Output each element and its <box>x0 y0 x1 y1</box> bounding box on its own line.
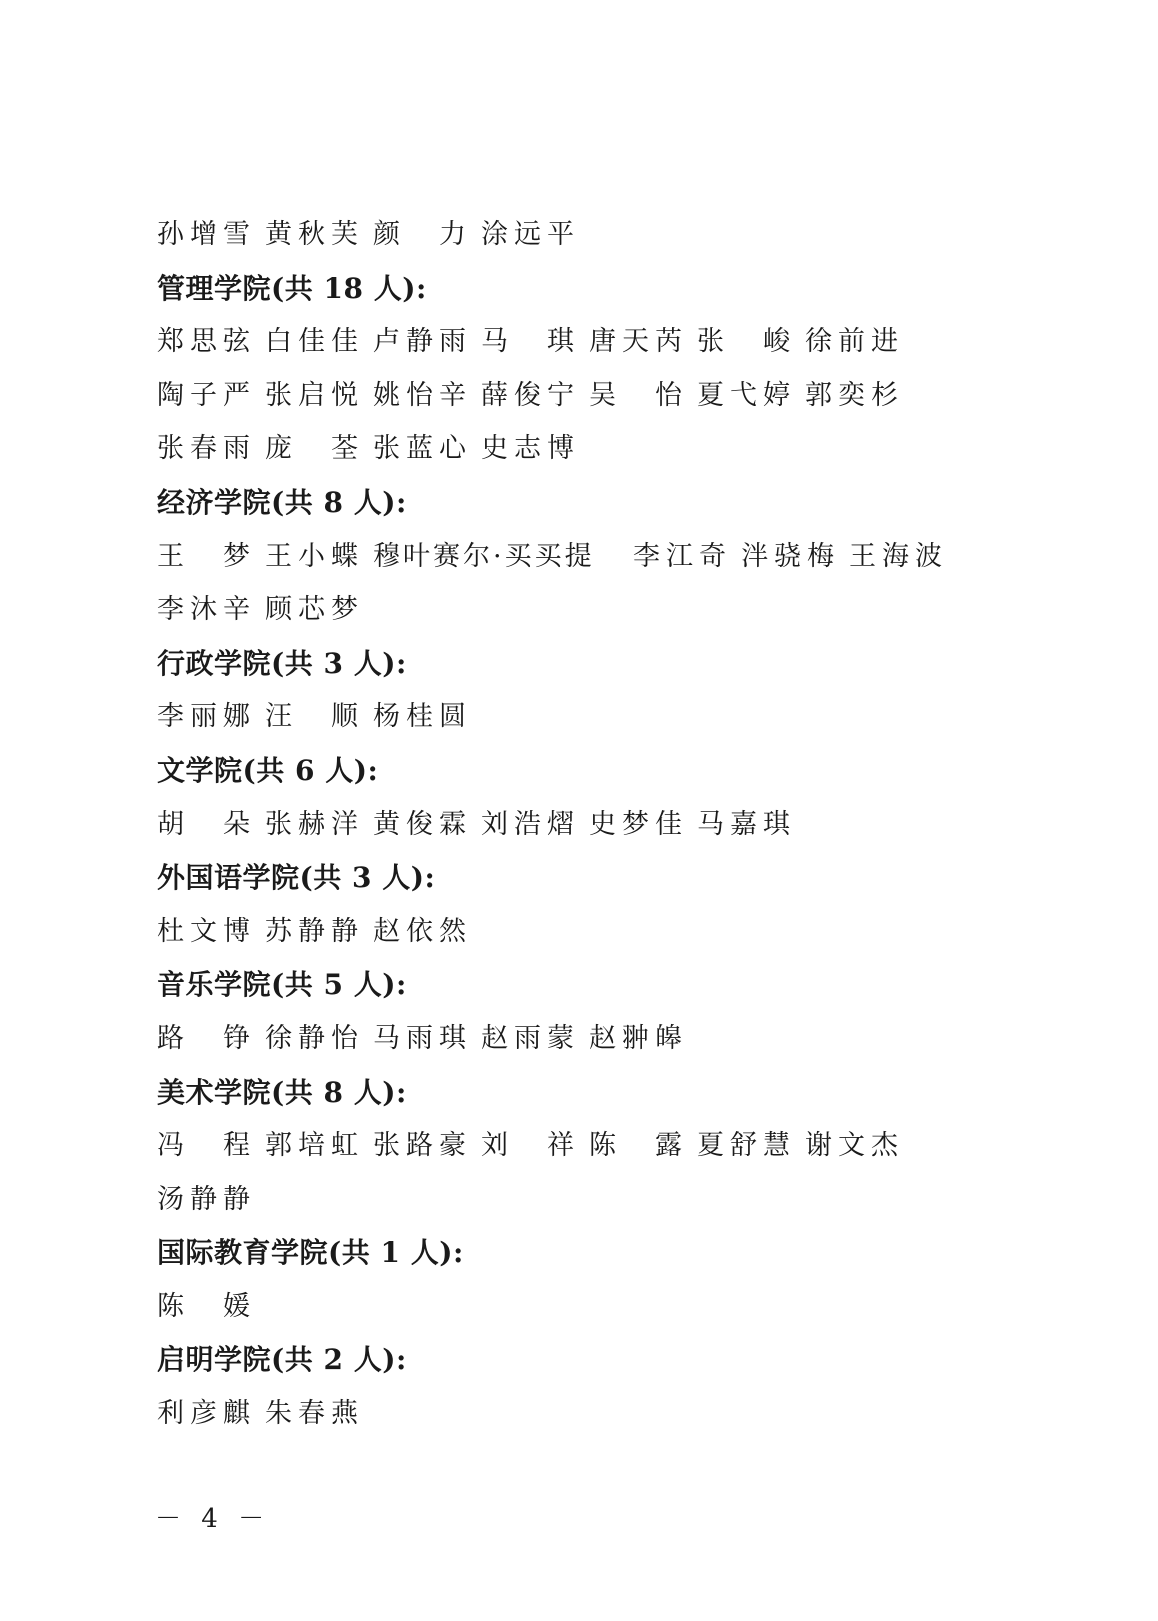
person-name: 郭培虹 <box>265 1130 364 1162</box>
person-name: 张 峻 <box>697 326 796 358</box>
continuation-name-row <box>157 208 1017 262</box>
person-name: 卢静雨 <box>373 326 472 358</box>
person-name: 陶子严 <box>157 379 256 411</box>
person-name: 白佳佳 <box>265 326 364 358</box>
person-name: 路 铮 <box>157 1022 256 1054</box>
person-name: 胡 朵 <box>157 808 256 840</box>
person-name: 穆叶赛尔·买买提 <box>373 540 595 572</box>
name-row <box>157 1173 1017 1227</box>
person-name: 马雨琪 <box>373 1022 472 1054</box>
person-name: 徐前进 <box>805 326 904 358</box>
person-name: 李沐辛 <box>157 594 256 626</box>
name-row <box>157 422 1017 476</box>
person-name: 史梦佳 <box>589 808 688 840</box>
person-name: 汪 顺 <box>265 701 364 733</box>
person-name: 泮骁梅 <box>741 540 840 572</box>
person-name: 郭奕杉 <box>805 379 904 411</box>
person-name: 杜文博 <box>157 915 256 947</box>
person-name: 王 梦 <box>157 540 256 572</box>
college-heading: 音乐学院(共 5 人): <box>157 968 407 1002</box>
person-name: 陈 露 <box>589 1130 688 1162</box>
person-name: 赵翀皞 <box>589 1022 688 1054</box>
person-name: 汤静静 <box>157 1183 256 1215</box>
person-name: 唐天芮 <box>589 326 688 358</box>
college-heading: 外国语学院(共 3 人): <box>157 861 436 895</box>
person-name: 马 琪 <box>481 326 580 358</box>
person-name: 刘浩熠 <box>481 808 580 840</box>
name-row <box>157 905 1017 959</box>
college-heading: 启明学院(共 2 人): <box>157 1343 407 1377</box>
college-heading: 管理学院(共 18 人): <box>157 271 427 305</box>
person-name: 庞 荃 <box>265 433 364 465</box>
person-name: 颜 力 <box>373 219 472 250</box>
person-name: 刘 祥 <box>481 1130 580 1162</box>
person-name: 孙增雪 <box>157 219 256 250</box>
name-row <box>157 1119 1017 1173</box>
person-name: 吴 怡 <box>589 379 688 411</box>
person-name: 张春雨 <box>157 433 256 465</box>
name-row <box>157 530 1017 584</box>
person-name: 冯 程 <box>157 1130 256 1162</box>
name-row <box>157 1280 1017 1334</box>
person-name: 王海波 <box>849 540 948 572</box>
person-name: 姚怡辛 <box>373 379 472 411</box>
college-heading: 文学院(共 6 人): <box>157 753 379 787</box>
person-name: 张路豪 <box>373 1130 472 1162</box>
name-row <box>157 690 1017 744</box>
person-name: 张启悦 <box>265 379 364 411</box>
person-name: 郑思弦 <box>157 326 256 358</box>
person-name: 张赫洋 <box>265 808 364 840</box>
person-name: 夏舒慧 <box>697 1130 796 1162</box>
college-heading: 经济学院(共 8 人): <box>157 485 407 519</box>
name-row <box>157 315 1017 369</box>
person-name: 徐静怡 <box>265 1022 364 1054</box>
person-name: 马嘉琪 <box>697 808 796 840</box>
college-heading: 美术学院(共 8 人): <box>157 1075 407 1109</box>
person-name: 顾芯梦 <box>265 594 364 626</box>
person-name: 赵雨蒙 <box>481 1022 580 1054</box>
person-name: 黄俊霖 <box>373 808 472 840</box>
person-name: 黄秋芙 <box>265 219 364 250</box>
person-name: 苏静静 <box>265 915 364 947</box>
person-name: 陈 媛 <box>157 1290 256 1322</box>
page-number: － 4 － <box>155 1504 271 1534</box>
name-row <box>157 583 1017 637</box>
person-name: 张蓝心 <box>373 433 472 465</box>
person-name: 王小蝶 <box>265 540 364 572</box>
person-name: 薛俊宁 <box>481 379 580 411</box>
person-name: 朱春燕 <box>265 1398 364 1430</box>
person-name: 夏弋婷 <box>697 379 796 411</box>
award-list <box>157 208 1017 1441</box>
person-name: 赵依然 <box>373 915 472 947</box>
name-row <box>157 798 1017 852</box>
person-name: 涂远平 <box>481 219 580 250</box>
person-name: 史志博 <box>481 433 580 465</box>
person-name: 利彦麒 <box>157 1398 256 1430</box>
person-name: 谢文杰 <box>805 1130 904 1162</box>
college-heading: 国际教育学院(共 1 人): <box>157 1236 464 1270</box>
name-row <box>157 1012 1017 1066</box>
college-heading: 行政学院(共 3 人): <box>157 646 407 680</box>
name-row <box>157 1387 1017 1441</box>
name-row <box>157 369 1017 423</box>
person-name: 李江奇 <box>633 540 732 572</box>
person-name: 李丽娜 <box>157 701 256 733</box>
person-name: 杨桂圆 <box>373 701 472 733</box>
